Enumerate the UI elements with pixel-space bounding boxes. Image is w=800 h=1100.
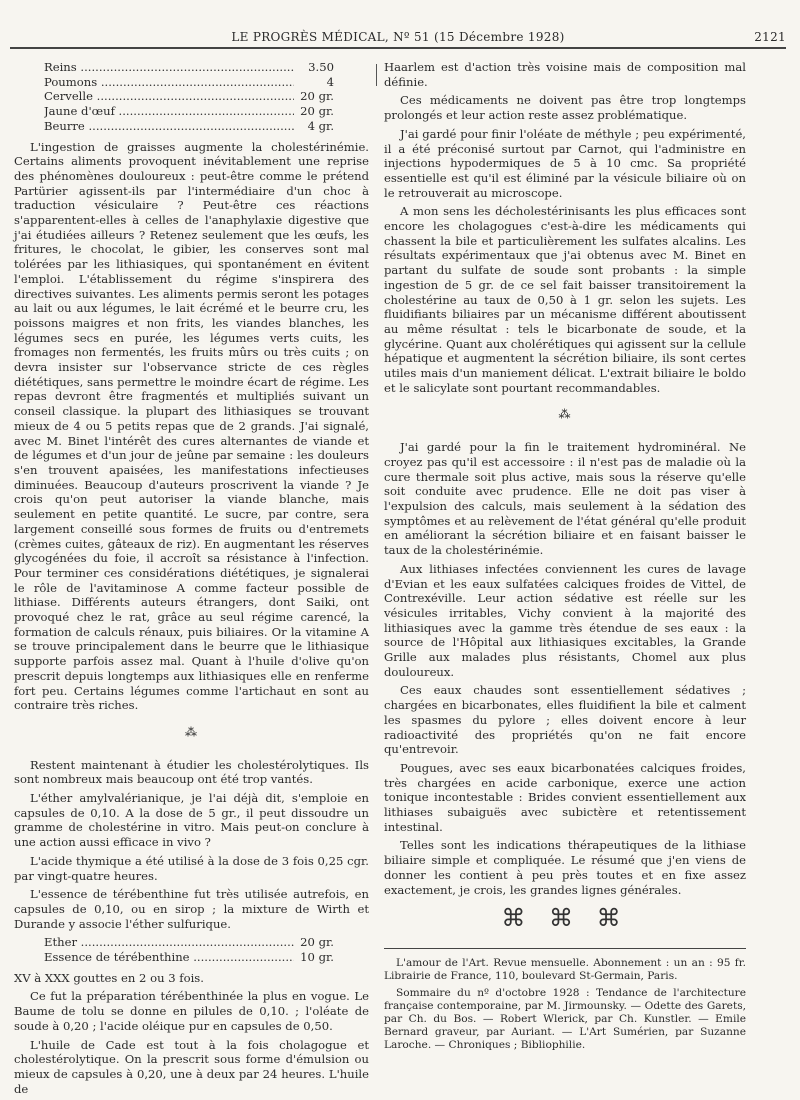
column-divider <box>376 64 377 86</box>
list-item: Ether ..... 20 gr. <box>44 935 334 950</box>
header-rule <box>10 47 786 49</box>
paragraph: Aux lithiases infectées conviennent les cures de lavage d'Evian et les eaux sulfatées calciques froides de Vittel, de Contrexéville. Leur action sédative est réelle sur les vésicules irritables, Vichy convient à la majorité des lithiasiques avec la gamme très étendue de ses eaux : la source de l'Hôpital aux lithiasiques excitables, la Grande Grille aux malades plus résistants, Chomel aux plus douloureux. <box>384 561 746 679</box>
list-item: Cervelle ..... 20 gr. <box>44 89 334 104</box>
section-stars: ⁂ <box>185 724 198 739</box>
journal-title: LE PROGRÈS MÉDICAL, Nº 51 (15 Décembre 1928) <box>231 30 565 44</box>
paragraph: Pougues, avec ses eaux bicarbonatées calciques froides, très chargées en acide carbonique, exerce une action tonique incontestable : Brides convient essentiellement aux lithiases subaiguës avec subictère et retentissement intestinal. <box>384 760 746 834</box>
ad-paragraph: L'amour de l'Art. Revue mensuelle. Abonnement : un an : 95 fr. Librairie de France, 110, boulevard St-Germain, Paris. <box>384 956 746 982</box>
ornament-icon: ⌘ ⌘ ⌘ <box>501 904 629 933</box>
paragraph: XV à XXX gouttes en 2 ou 3 fois. <box>14 970 204 985</box>
advertisement <box>384 957 746 1052</box>
paragraph: L'éther amylvalérianique, je l'ai déjà dit, s'emploie en capsules de 0,10. A la dose de 5 gr., il peut dissoudre un gramme de cholestérine in vitro. Mais peut-on conclure à une action aussi efficace in vivo ? <box>14 791 369 850</box>
paragraph: Telles sont les indications thérapeutiques de la lithiase biliaire simple et compliquée. Le résumé que j'en viens de donner les contient à peu près toutes et en fixe assez exactement, je crois, les grandes lignes générales. <box>384 838 746 897</box>
paragraph: Restent maintenant à étudier les cholestérolytiques. Ils sont nombreux mais beaucoup ont été trop vantés. <box>14 757 369 787</box>
paragraph: L'huile de Cade est tout à la fois cholagogue et cholestérolytique. On la prescrit sous forme d'émulsion ou mieux de capsules à 0,20, une à deux par 24 heures. L'huile de <box>14 1037 369 1096</box>
paragraph: Haarlem est d'action très voisine mais de composition mal définie. <box>384 60 746 89</box>
paragraph: L'essence de térébenthine fut très utilisée autrefois, en capsules de 0,10, ou en sirop ; la mixture de Wirth et Durande y associe l'éther sulfurique. <box>14 887 369 931</box>
page-number: 2121 <box>754 30 786 44</box>
food-cholesterol-list <box>44 60 334 134</box>
list-item: Essence de térébenthine ..... 10 gr. <box>44 950 334 965</box>
list-item: Jaune d'œuf ..... 20 gr. <box>44 104 334 119</box>
section-stars: ⁂ <box>558 407 572 422</box>
ad-rule <box>384 948 746 949</box>
paragraph: L'ingestion de graisses augmente la cholestérinémie. Certains aliments provoquent inévitablement une reprise des phénomènes douloureux : peut-être comme le prétend Partürier agissent-ils par l'intermédiaire d'un choc à traduction vésiculaire ? Peut-être ces réactions s'apparentent-elles à celles de l'anaphylaxie digestive que j'ai étudiées ailleurs ? Retenez seulement que les œufs, les fritures, le chocolat, le gibier, les conserves sont mal tolérées par les lithiasiques, qui spontanément en évitent l'emploi. L'établissement du régime s'inspirera des directives suivantes. Les aliments permis seront les potages au lait ou aux légumes, le lait écrémé et le beurre cru, les poissons maigres et non frits, les viandes blanches, les légumes secs en purée, les légumes verts cuits, les fromages non fermentés, les fruits mûrs ou très cuits ; on devra insister sur l'observance stricte de ces règles diététiques, sans permettre le moindre écart de régime. Les repas devront être fragmentés et multipliés suivant un conseil classique. la plupart des lithiasiques se trouvant mieux de 4 ou 5 petits repas que de 2 grands. J'ai signalé, avec M. Binet l'intérêt des cures alternantes de viande et de légumes et d'un jour de jeûne par semaine : les douleurs s'en trouvent apaisées, les manifestations infectieuses diminuées. Beaucoup d'auteurs proscrivent la viande ? Je crois qu'on peut autoriser la viande blanche, mais seulement en petite quantité. Le sucre, par contre, sera largement conseillé sous formes de fruits ou d'entremets (crèmes cuites, gâteaux de riz). En augmentant les réserves glycogénées du foie, il accroît sa résistance à l'infection. Pour terminer ces considérations diététiques, je signalerai le rôle de l'avitaminose A comme facteur possible de lithiase. Différents auteurs étrangers, dont Saiki, ont provoqué chez le rat, grâce au seul régime carencé, la formation de calculs rénaux, puis biliaires. Or la vitamine A se trouve principalement dans le beurre que le lithiasique supporte parfois assez mal. Quant à l'huile d'olive qu'on prescrit depuis longtemps aux lithiasiques elle en renferme fort peu. Certains légumes comme l'artichaut en sont au contraire très riches. <box>14 139 369 713</box>
list-item: Poumons ..... 4 <box>44 75 334 90</box>
ad-paragraph: Sommaire du nº d'octobre 1928 : Tendance de l'architecture française contemporaine, par M. Jirmounsky. — Odette des Garets, par Ch. du Bos. — Robert Wlerick, par Ch. Kunstler. — Emile Bernard graveur, par Auriant. — L'Art Sumérien, par Suzanne Laroche. — Chroniques ; Bibliophilie. <box>384 986 746 1051</box>
paragraph: Ces eaux chaudes sont essentiellement sédatives ; chargées en bicarbonates, elles fluidifient la bile et calment les spasmes du pylore ; elles doivent encore à leur radioactivité des propriétés qu'on ne fait encore qu'entrevoir. <box>384 683 746 757</box>
paragraph: Ces médicaments ne doivent pas être trop longtemps prolongés et leur action reste assez problématique. <box>384 93 746 123</box>
paragraph: J'ai gardé pour finir l'oléate de méthyle ; peu expérimenté, il a été préconisé surtout par Carnot, qui l'administre en injections hypodermiques de 5 à 10 cmc. Sa propriété essentielle est qu'il est éliminé par la vésicule biliaire où on le retrouverait au microscope. <box>384 126 746 200</box>
paragraph: L'acide thymique a été utilisé à la dose de 3 fois 0,25 cgr. par vingt-quatre heures. <box>14 853 369 883</box>
list-item: Reins ..... 3.50 <box>44 60 334 75</box>
mixture-list <box>44 935 334 964</box>
page-header <box>10 30 786 48</box>
right-column <box>384 60 746 1056</box>
paragraph: A mon sens les décholestérinisants les plus efficaces sont encore les cholagogues c'est-à-dire les médicaments qui chassent la bile et particulièrement les sulfates alcalins. Les résultats expérimentaux que j'ai obtenus avec M. Binet en partant du sulfate de soude sont probants : la simple ingestion de 5 gr. de ce sel fait baisser transitoirement la cholestérine au taux de 0,50 à 1 gr. selon les sujets. Les fluidifiants biliaires par un mécanisme différent aboutissent au même résultat : tels le bicarbonate de soude, et la glycérine. Quant aux cholérétiques qui agissent sur la cellule hépatique et augmentent la sécrétion biliaire, ils sont certes utiles mais d'un maniement délicat. L'extrait biliaire le boldo et le salicylate sont pourtant recommandables. <box>384 204 746 395</box>
paragraph: J'ai gardé pour la fin le traitement hydrominéral. Ne croyez pas qu'il est accessoire : il n'est pas de maladie où la cure thermale soit plus active, mais sous la réserve qu'elle soit conduite avec prudence. Elle ne doit pas viser à l'expulsion des calculs, mais seulement à la sédation des symptômes et au relèvement de l'état général qu'elle produit en améliorant la sécrétion biliaire et en faisant baisser le taux de la cholestérinémie. <box>384 440 746 558</box>
list-item: Beurre ..... 4 gr. <box>44 119 334 134</box>
left-column <box>14 60 369 1100</box>
paragraph: Ce fut la préparation térébenthinée la plus en vogue. Le Baume de tolu se donne en pilules de 0,10. ; l'oléate de soude à 0,20 ; l'acide oléique pur en capsules de 0,50. <box>14 989 369 1033</box>
